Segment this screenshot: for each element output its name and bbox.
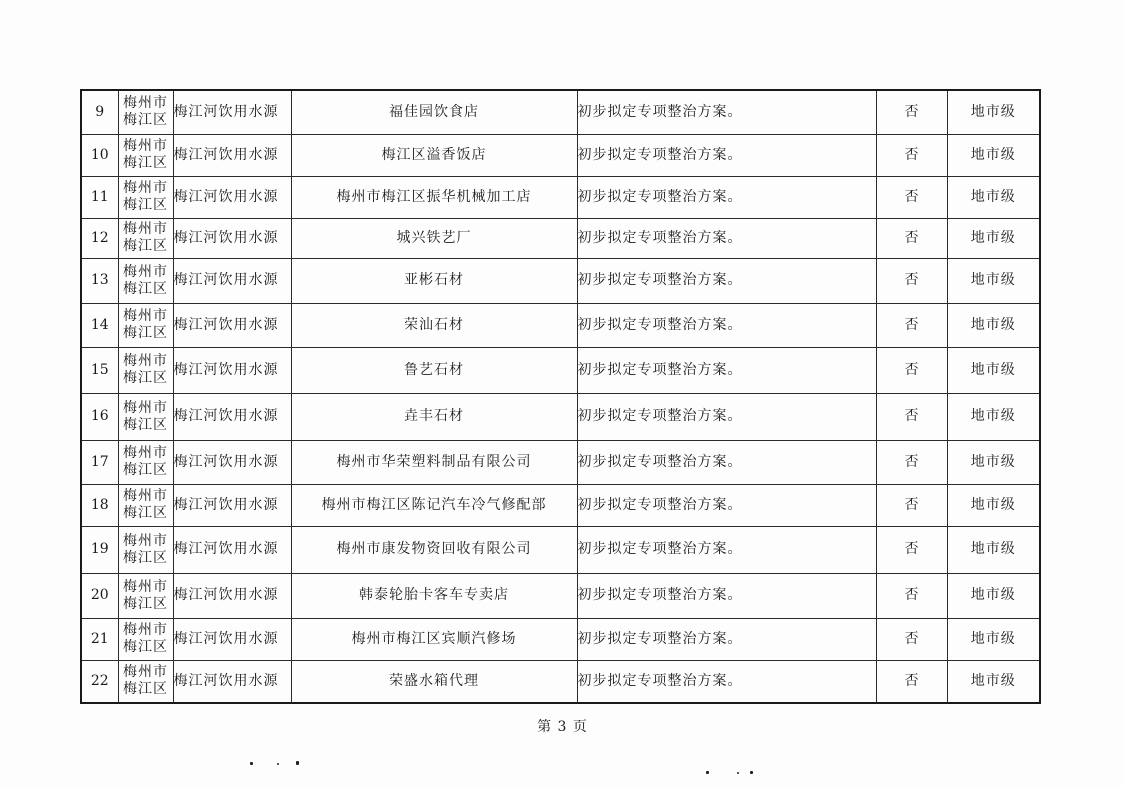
district-cell (118, 134, 173, 176)
table-row (81, 393, 1040, 440)
table-row (81, 303, 1040, 347)
district-cell (118, 347, 173, 393)
remediation-status: 初步拟定专项整治方案。 (577, 440, 876, 484)
page-number: 第 3 页 (537, 719, 588, 735)
row-number: 18 (81, 484, 118, 526)
row-number: 19 (81, 526, 118, 573)
district-cell (118, 573, 173, 618)
remediation-status: 初步拟定专项整治方案。 (577, 134, 876, 176)
city-name: 梅州市 (123, 221, 168, 237)
table-row (81, 134, 1040, 176)
city-name: 梅州市 (123, 353, 168, 369)
district-name: 梅江区 (123, 681, 168, 698)
district-cell (118, 176, 173, 218)
admin-level: 地市级 (947, 440, 1040, 484)
table-row (81, 618, 1040, 660)
yes-no-flag: 否 (876, 176, 947, 218)
district-cell (118, 393, 173, 440)
yes-no-flag: 否 (876, 440, 947, 484)
business-name: 亚彬石材 (291, 258, 577, 303)
district-name: 梅江区 (123, 238, 168, 254)
admin-level: 地市级 (947, 347, 1040, 393)
water-source: 梅江河饮用水源 (173, 660, 291, 703)
remediation-table (80, 89, 1041, 704)
district-name: 梅江区 (123, 505, 168, 521)
yes-no-flag: 否 (876, 134, 947, 176)
yes-no-flag: 否 (876, 484, 947, 526)
city-name: 梅州市 (123, 180, 168, 196)
row-number: 15 (81, 347, 118, 393)
admin-level: 地市级 (947, 134, 1040, 176)
scan-speck (737, 772, 739, 774)
district-name: 梅江区 (123, 639, 168, 655)
admin-level: 地市级 (947, 573, 1040, 618)
table-row (81, 440, 1040, 484)
district-name: 梅江区 (123, 112, 168, 129)
district-cell (118, 526, 173, 573)
yes-no-flag: 否 (876, 303, 947, 347)
admin-level: 地市级 (947, 176, 1040, 218)
business-name: 城兴铁艺厂 (291, 218, 577, 258)
water-source: 梅江河饮用水源 (173, 484, 291, 526)
yes-no-flag: 否 (876, 660, 947, 703)
table-row (81, 573, 1040, 618)
row-number: 17 (81, 440, 118, 484)
table-row (81, 660, 1040, 703)
remediation-status: 初步拟定专项整治方案。 (577, 303, 876, 347)
district-name: 梅江区 (123, 325, 168, 341)
city-name: 梅州市 (123, 578, 168, 595)
remediation-status: 初步拟定专项整治方案。 (577, 90, 876, 134)
remediation-status: 初步拟定专项整治方案。 (577, 484, 876, 526)
district-name: 梅江区 (123, 416, 168, 433)
admin-level: 地市级 (947, 484, 1040, 526)
row-number: 21 (81, 618, 118, 660)
water-source: 梅江河饮用水源 (173, 134, 291, 176)
city-name: 梅州市 (123, 95, 168, 112)
admin-level: 地市级 (947, 258, 1040, 303)
scan-speck (706, 771, 709, 774)
water-source: 梅江河饮用水源 (173, 440, 291, 484)
row-number: 16 (81, 393, 118, 440)
yes-no-flag: 否 (876, 573, 947, 618)
district-cell (118, 258, 173, 303)
business-name: 垚丰石材 (291, 393, 577, 440)
row-number: 20 (81, 573, 118, 618)
district-name: 梅江区 (123, 370, 168, 386)
city-name: 梅州市 (123, 399, 168, 416)
remediation-status: 初步拟定专项整治方案。 (577, 258, 876, 303)
table-row (81, 218, 1040, 258)
admin-level: 地市级 (947, 526, 1040, 573)
remediation-status: 初步拟定专项整治方案。 (577, 618, 876, 660)
remediation-status: 初步拟定专项整治方案。 (577, 526, 876, 573)
district-name: 梅江区 (123, 155, 168, 171)
business-name: 荣盛水箱代理 (291, 660, 577, 703)
district-name: 梅江区 (123, 549, 168, 566)
water-source: 梅江河饮用水源 (173, 526, 291, 573)
city-name: 梅州市 (123, 263, 168, 280)
city-name: 梅州市 (123, 532, 168, 549)
business-name: 梅州市梅江区宾顺汽修场 (291, 618, 577, 660)
water-source: 梅江河饮用水源 (173, 218, 291, 258)
district-cell (118, 484, 173, 526)
water-source: 梅江河饮用水源 (173, 573, 291, 618)
table-row (81, 258, 1040, 303)
remediation-status: 初步拟定专项整治方案。 (577, 347, 876, 393)
table-row (81, 90, 1040, 134)
row-number: 11 (81, 176, 118, 218)
row-number: 22 (81, 660, 118, 703)
yes-no-flag: 否 (876, 218, 947, 258)
water-source: 梅江河饮用水源 (173, 90, 291, 134)
admin-level: 地市级 (947, 660, 1040, 703)
admin-level: 地市级 (947, 90, 1040, 134)
scan-speck (250, 762, 253, 765)
scan-speck (277, 763, 279, 765)
business-name: 梅州市华荣塑料制品有限公司 (291, 440, 577, 484)
remediation-status: 初步拟定专项整治方案。 (577, 660, 876, 703)
admin-level: 地市级 (947, 218, 1040, 258)
yes-no-flag: 否 (876, 393, 947, 440)
business-name: 梅州市康发物资回收有限公司 (291, 526, 577, 573)
table-row (81, 526, 1040, 573)
yes-no-flag: 否 (876, 258, 947, 303)
remediation-status: 初步拟定专项整治方案。 (577, 176, 876, 218)
business-name: 梅江区溢香饭店 (291, 134, 577, 176)
district-name: 梅江区 (123, 462, 168, 478)
table-row (81, 176, 1040, 218)
table-row (81, 347, 1040, 393)
city-name: 梅州市 (123, 138, 168, 154)
city-name: 梅州市 (123, 445, 168, 461)
water-source: 梅江河饮用水源 (173, 618, 291, 660)
district-cell (118, 303, 173, 347)
city-name: 梅州市 (123, 308, 168, 324)
admin-level: 地市级 (947, 303, 1040, 347)
row-number: 14 (81, 303, 118, 347)
scan-speck (296, 761, 299, 765)
district-cell (118, 660, 173, 703)
row-number: 12 (81, 218, 118, 258)
district-cell (118, 440, 173, 484)
district-cell (118, 218, 173, 258)
business-name: 福佳园饮食店 (291, 90, 577, 134)
district-cell (118, 90, 173, 134)
business-name: 韩泰轮胎卡客车专卖店 (291, 573, 577, 618)
row-number: 10 (81, 134, 118, 176)
district-name: 梅江区 (123, 197, 168, 213)
remediation-status: 初步拟定专项整治方案。 (577, 393, 876, 440)
row-number: 9 (81, 90, 118, 134)
business-name: 鲁艺石材 (291, 347, 577, 393)
row-number: 13 (81, 258, 118, 303)
yes-no-flag: 否 (876, 526, 947, 573)
district-name: 梅江区 (123, 595, 168, 612)
business-name: 荣汕石材 (291, 303, 577, 347)
scan-speck (750, 771, 753, 774)
district-name: 梅江区 (123, 280, 168, 297)
remediation-status: 初步拟定专项整治方案。 (577, 218, 876, 258)
yes-no-flag: 否 (876, 347, 947, 393)
business-name: 梅州市梅江区振华机械加工店 (291, 176, 577, 218)
city-name: 梅州市 (123, 622, 168, 638)
water-source: 梅江河饮用水源 (173, 393, 291, 440)
city-name: 梅州市 (123, 664, 168, 681)
table-row (81, 484, 1040, 526)
yes-no-flag: 否 (876, 618, 947, 660)
water-source: 梅江河饮用水源 (173, 347, 291, 393)
yes-no-flag: 否 (876, 90, 947, 134)
table-body (81, 90, 1040, 703)
water-source: 梅江河饮用水源 (173, 258, 291, 303)
business-name: 梅州市梅江区陈记汽车冷气修配部 (291, 484, 577, 526)
admin-level: 地市级 (947, 618, 1040, 660)
water-source: 梅江河饮用水源 (173, 176, 291, 218)
remediation-status: 初步拟定专项整治方案。 (577, 573, 876, 618)
city-name: 梅州市 (123, 488, 168, 504)
district-cell (118, 618, 173, 660)
admin-level: 地市级 (947, 393, 1040, 440)
water-source: 梅江河饮用水源 (173, 303, 291, 347)
